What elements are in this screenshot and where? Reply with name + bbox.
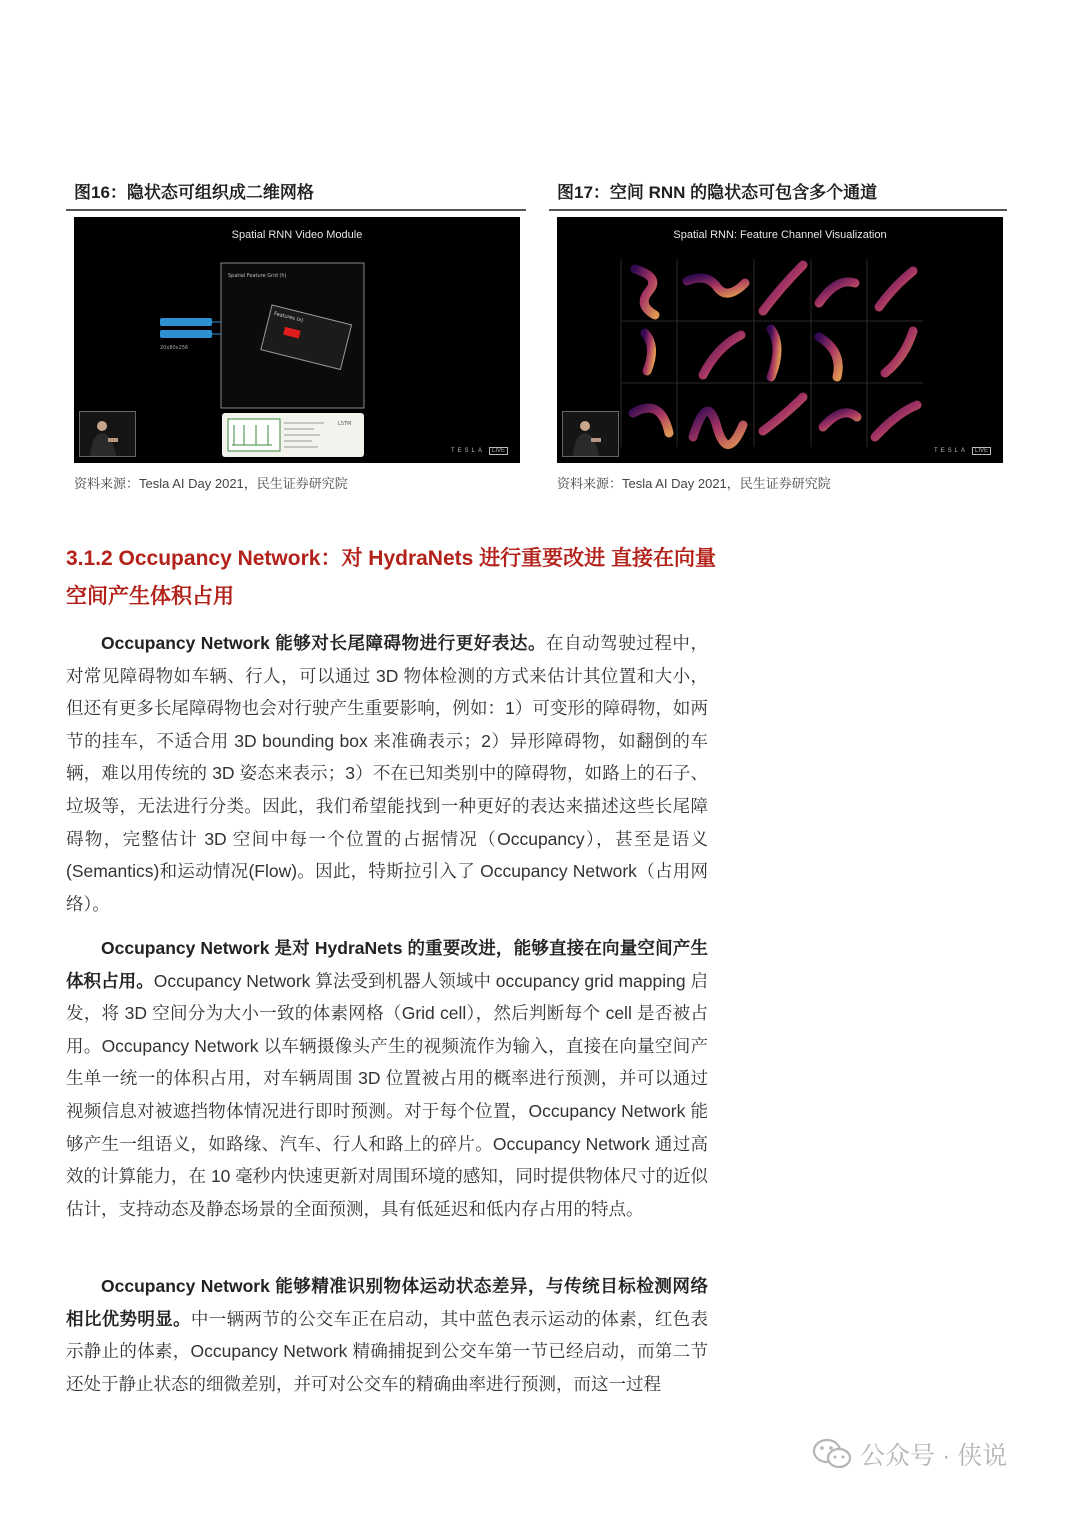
wechat-icon [812, 1437, 852, 1471]
figure-16-slide-title: Spatial RNN Video Module [231, 229, 363, 241]
figure-17-slide-title: Spatial RNN: Feature Channel Visualization [673, 229, 887, 241]
watermark [812, 1436, 1007, 1472]
figure-17-source: 资料来源：Tesla AI Day 2021，民生证券研究院 [557, 476, 831, 491]
paragraph-3 [66, 1270, 708, 1400]
grid-label: Spatial Feature Grid (h) [228, 273, 287, 279]
figure-17-title: 图17：空间 RNN 的隐状态可包含多个通道 [549, 178, 1007, 211]
paragraph-1-lead: Occupancy Network 能够对长尾障碍物进行更好表达。 [101, 633, 547, 653]
paragraph-2-body: Occupancy Network 算法受到机器人领域中 occupancy grid mapping 启发，将 3D 空间分为大小一致的体素网格（Grid cell），然后判断每个 cell 是否被占用。Occupancy Network 以车辆摄像头产生的视频流作为输入，直接在向量空间产生单一统一的体积占用，对车辆周围 3D 位置被占用的概率进行预测，并可以通过视频信息对被遮挡物体情况进行即时预测。对于每个位置，Occupancy Network 能够产生一组语义，如路缘、汽车、行人和路上的碎片。Occupancy Network 通过高效的计算能力，在 10 毫秒内快速更新对周围环境的感知，同时提供物体尺寸的近似估计，支持动态及静态场景的全面预测，具有低延迟和低内存占用的特点。 [66, 970, 709, 1219]
lstm-label: LSTM [338, 421, 352, 427]
shape-label: 20x80x256 [160, 345, 189, 351]
presenter-thumbnail [79, 411, 136, 457]
figure-17 [549, 178, 1007, 492]
tesla-brand: TESLA LIVE [934, 448, 991, 454]
figure-16-title: 图16：隐状态可组织成二维网格 [66, 178, 526, 211]
presenter-icon [563, 412, 618, 456]
paragraph-3-lead: Occupancy Network 能够精准识别物体运动状态差异，与传统目标检测网络相比优势明显。 [66, 1276, 708, 1329]
feature-label: Features (x) [273, 310, 304, 324]
section-heading: 3.1.2 Occupancy Network：对 HydraNets 进行重要改进 直接在向量空间产生体积占用 [66, 547, 716, 608]
paragraph-1-body: 在自动驾驶过程中，对常见障碍物如车辆、行人，可以通过 3D 物体检测的方式来估计其位置和大小，但还有更多长尾障碍物也会对行驶产生重要影响，例如：1）可变形的障碍物，如两节的挂车，不适合用 3D bounding box 来准确表示；2）异形障碍物，如翻倒的车辆，难以用传统的 3D 姿态来表示；3）不在已知类别中的障碍物，如路上的石子、垃圾等，无法进行分类。因此，我们希望能找到一种更好的表达来描述这些长尾障碍物，完整估计 3D 空间中每一个位置的占据情况（Occupancy），甚至是语义(Semantics)和运动情况(Flow)。因此，特斯拉引入了 Occupancy Network（占用网络）。 [66, 633, 708, 914]
tesla-brand: TESLA LIVE [451, 448, 508, 454]
paragraph-3-body: 中一辆两节的公交车正在启动，其中蓝色表示运动的体素，红色表示静止的体素，Occupancy Network 精确捕捉到公交车第一节已经启动，而第二节还处于静止状态的细微差别，并可对公交车的精确曲率进行预测，而这一过程 [66, 1308, 709, 1394]
spatial-rnn-diagram [74, 217, 520, 463]
presenter-icon [80, 412, 135, 456]
paragraph-2 [66, 932, 708, 1225]
figure-16-image [74, 217, 520, 463]
figure-16-source: 资料来源：Tesla AI Day 2021，民生证券研究院 [74, 476, 348, 491]
paragraph-1 [66, 627, 708, 920]
presenter-thumbnail [562, 411, 619, 457]
feature-channel-grid [557, 217, 1003, 463]
figure-16 [66, 178, 526, 492]
paragraph-2-lead: Occupancy Network 是对 HydraNets 的重要改进，能够直接在向量空间产生体积占用。 [66, 938, 708, 991]
watermark-text: 公众号 · 侠说 [860, 1442, 1008, 1470]
figure-17-image [557, 217, 1003, 463]
